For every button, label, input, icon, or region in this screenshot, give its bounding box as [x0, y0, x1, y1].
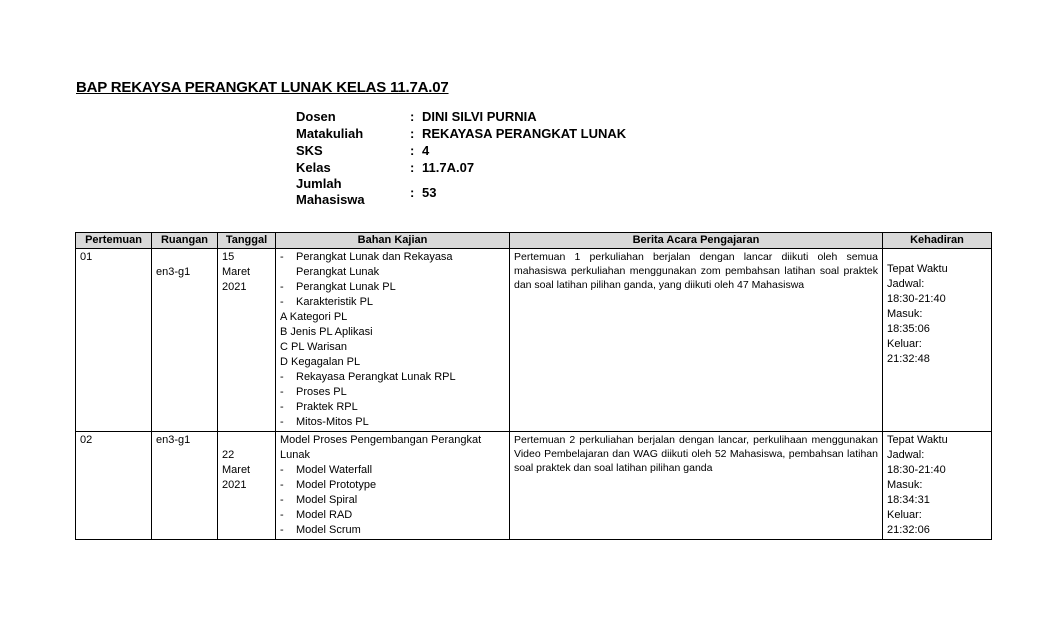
table-header-row — [76, 233, 992, 249]
info-separator: : — [410, 126, 415, 141]
kehadiran-keluar: 21:32:48 — [887, 353, 930, 365]
cell-kehadiran — [883, 249, 992, 432]
course-info — [296, 108, 626, 208]
dash-marker: - — [280, 251, 284, 263]
info-dosen — [296, 108, 626, 125]
bahan-item — [280, 478, 505, 493]
bahan-item-text: Proses PL — [296, 386, 347, 398]
bahan-subitem: B Jenis PL Aplikasi — [280, 326, 373, 338]
info-separator: : — [410, 143, 415, 158]
column-header: Bahan Kajian — [276, 233, 510, 249]
bahan-item — [280, 280, 505, 295]
cell-bahan-kajian — [276, 249, 510, 432]
tanggal-year: 2021 — [222, 479, 247, 491]
info-value: REKAYASA PERANGKAT LUNAK — [422, 126, 627, 141]
column-header: Berita Acara Pengajaran — [510, 233, 883, 249]
info-sks — [296, 142, 626, 159]
kehadiran-jadwal-label: Jadwal: — [887, 278, 925, 290]
cell-tanggal — [218, 432, 276, 540]
ruangan-value: en3-g1 — [156, 266, 191, 278]
dash-marker: - — [280, 296, 284, 308]
info-label: Matakuliah — [296, 126, 364, 141]
bahan-item-text: Model Waterfall — [296, 464, 373, 476]
info-kelas — [296, 159, 626, 176]
kehadiran-jadwal: 18:30-21:40 — [887, 464, 946, 476]
kehadiran-masuk-label: Masuk: — [887, 479, 923, 491]
info-label: Kelas — [296, 160, 331, 175]
kehadiran-masuk: 18:34:31 — [887, 494, 930, 506]
bahan-subitem: C PL Warisan — [280, 341, 348, 353]
bahan-heading: Model Proses Pengembangan Perangkat Lunak — [280, 434, 482, 461]
bahan-subitem: A Kategori PL — [280, 311, 348, 323]
bap-table — [75, 232, 992, 540]
bahan-item-text: Model Prototype — [296, 479, 377, 491]
bahan-item-text: Rekayasa Perangkat Lunak RPL — [296, 371, 456, 383]
cell-ruangan: en3-g1 — [152, 432, 218, 540]
table-row — [76, 432, 992, 540]
kehadiran-keluar: 21:32:06 — [887, 524, 930, 536]
info-label: Dosen — [296, 109, 336, 124]
bahan-item-text: Model Spiral — [296, 494, 358, 506]
dash-marker: - — [280, 524, 284, 536]
bahan-item — [280, 415, 505, 430]
kehadiran-status: Tepat Waktu — [887, 263, 948, 275]
tanggal-day: 22 — [222, 449, 235, 461]
bahan-item — [280, 400, 505, 415]
info-value: 4 — [422, 143, 430, 158]
dash-marker: - — [280, 509, 284, 521]
cell-kehadiran — [883, 432, 992, 540]
info-jumlah-mahasiswa — [296, 176, 626, 208]
column-header: Pertemuan — [76, 233, 152, 249]
bahan-item — [280, 250, 505, 280]
kehadiran-keluar-label: Keluar: — [887, 338, 922, 350]
dash-marker: - — [280, 464, 284, 476]
info-value: 11.7A.07 — [422, 160, 475, 175]
cell-pertemuan: 01 — [76, 249, 152, 432]
cell-pertemuan: 02 — [76, 432, 152, 540]
cell-berita-acara: Pertemuan 2 perkuliahan berjalan dengan lancar, perkulihaan menggunakan Video Pembelajaran dan WAG diikuti oleh 52 Mahasiswa, pembahsan latihan soal praktek dan soal latihan pilihan ganda — [510, 432, 883, 540]
column-header: Kehadiran — [883, 233, 992, 249]
info-label-line2: Mahasiswa — [296, 192, 365, 207]
bahan-item — [280, 295, 505, 310]
cell-berita-acara: Pertemuan 1 perkuliahan berjalan dengan lancar diikuti oleh semua mahasiswa perkuliahan menggunakan zom pembahsan latihan soal praktek dan soal latihan pilihan ganda, yang diikuti oleh 47 Mahasiswa — [510, 249, 883, 432]
tanggal-month: Maret — [222, 266, 251, 278]
info-separator: : — [410, 160, 415, 175]
dash-marker: - — [280, 281, 284, 293]
kehadiran-keluar-label: Keluar: — [887, 509, 922, 521]
kehadiran-masuk-label: Masuk: — [887, 308, 923, 320]
bahan-item — [280, 463, 505, 478]
info-matakuliah — [296, 125, 626, 142]
info-label — [296, 176, 410, 208]
bahan-item — [280, 493, 505, 508]
cell-bahan-kajian — [276, 432, 510, 540]
bahan-subitem: D Kegagalan PL — [280, 356, 361, 368]
bahan-item-text: Model RAD — [296, 509, 353, 521]
info-separator: : — [410, 184, 415, 200]
info-value: 53 — [422, 184, 437, 200]
info-value: DINI SILVI PURNIA — [422, 109, 537, 124]
tanggal-year: 2021 — [222, 281, 247, 293]
bahan-item-text: Karakteristik PL — [296, 296, 374, 308]
bahan-item-text: Praktek RPL — [296, 401, 358, 413]
tanggal-month: Maret — [222, 464, 251, 476]
dash-marker: - — [280, 371, 284, 383]
document-title: BAP REKAYSA PERANGKAT LUNAK KELAS 11.7A.07 — [76, 79, 449, 96]
bahan-item-text: Model Scrum — [296, 524, 361, 536]
info-label-line1: Jumlah — [296, 176, 342, 191]
dash-marker: - — [280, 479, 284, 491]
kehadiran-status: Tepat Waktu — [887, 434, 948, 446]
bahan-item — [280, 370, 505, 385]
dash-marker: - — [280, 401, 284, 413]
bahan-item — [280, 508, 505, 523]
info-label: SKS — [296, 143, 323, 158]
bahan-item-text: Perangkat Lunak PL — [296, 281, 396, 293]
bahan-item-text: Mitos-Mitos PL — [296, 416, 369, 428]
kehadiran-jadwal: 18:30-21:40 — [887, 293, 946, 305]
column-header: Ruangan — [152, 233, 218, 249]
cell-tanggal — [218, 249, 276, 432]
dash-marker: - — [280, 416, 284, 428]
kehadiran-masuk: 18:35:06 — [887, 323, 930, 335]
tanggal-day: 15 — [222, 251, 235, 263]
kehadiran-jadwal-label: Jadwal: — [887, 449, 925, 461]
column-header: Tanggal — [218, 233, 276, 249]
dash-marker: - — [280, 386, 284, 398]
bahan-item — [280, 523, 505, 538]
dash-marker: - — [280, 494, 284, 506]
bahan-item-text: Perangkat Lunak dan Rekayasa Perangkat Lunak — [296, 251, 453, 278]
bahan-item — [280, 385, 505, 400]
cell-ruangan — [152, 249, 218, 432]
table-row — [76, 249, 992, 432]
info-separator: : — [410, 109, 415, 124]
